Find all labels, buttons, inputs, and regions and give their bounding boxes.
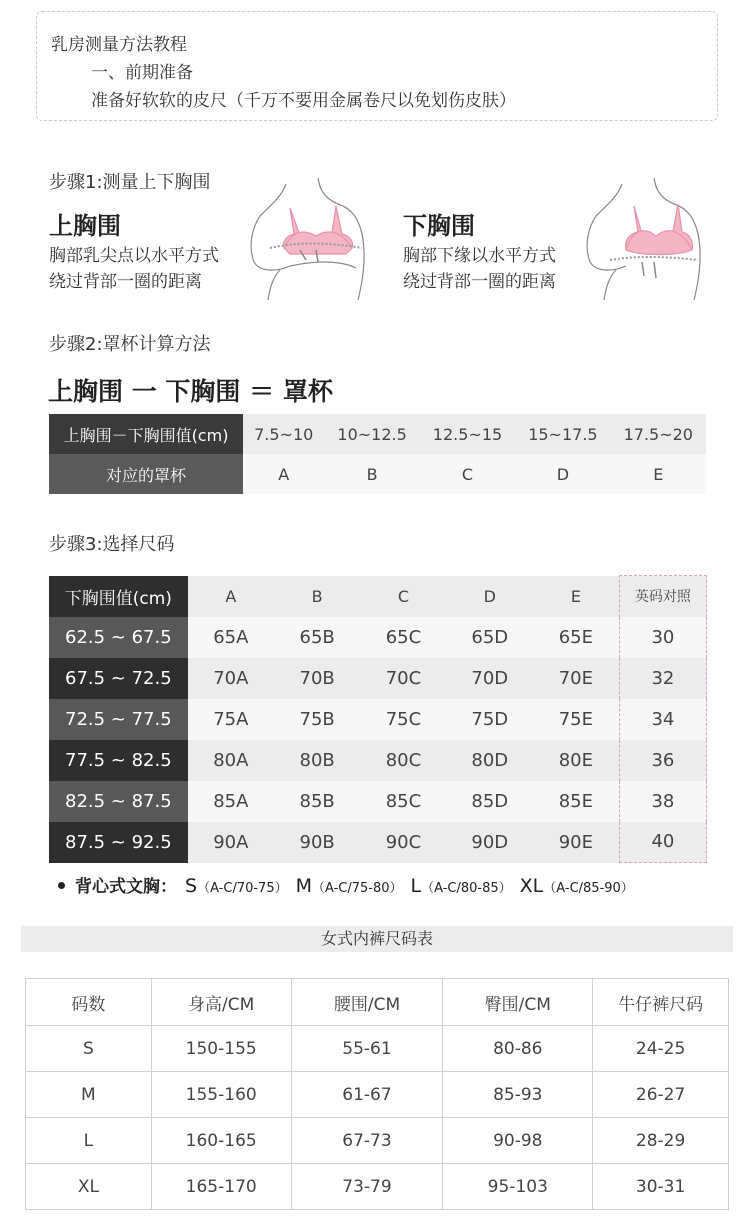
uk-size-cell: 40 — [619, 822, 706, 863]
size-cell: 75B — [274, 699, 360, 740]
panty-size-title: 女式内裤尺码表 — [21, 926, 733, 952]
lower-bust-desc-line1: 胸部下缘以水平方式 — [403, 246, 556, 266]
size-cell: 90A — [188, 822, 274, 863]
table-row — [49, 740, 707, 781]
cup-range-row — [49, 414, 706, 454]
panty-cell: 80-86 — [443, 1026, 593, 1072]
panty-size-table — [25, 978, 729, 1210]
step3-title: 步骤3:选择尺码 — [49, 534, 175, 555]
size-cell: 75A — [188, 699, 274, 740]
upper-bust-title: 上胸围 — [49, 212, 121, 240]
size-cell: 80D — [447, 740, 533, 781]
cup-col-header: C — [360, 576, 446, 617]
cup-letter-cell: C — [420, 454, 515, 494]
size-cell: 85B — [274, 781, 360, 822]
panty-cell: 26-27 — [593, 1072, 729, 1118]
panty-cell: 160-165 — [151, 1118, 291, 1164]
size-cell: 90B — [274, 822, 360, 863]
panty-cell: 28-29 — [593, 1118, 729, 1164]
upper-bust-desc-line2: 绕过背部一圈的距离 — [49, 272, 202, 292]
panty-cell: XL — [26, 1164, 152, 1210]
underbust-range: 67.5 ~ 72.5 — [49, 658, 188, 699]
panty-cell: 55-61 — [291, 1026, 443, 1072]
panty-table-header-row — [26, 979, 729, 1026]
table-row — [26, 1118, 729, 1164]
intro-title: 乳房测量方法教程 — [51, 35, 187, 55]
panty-cell: 24-25 — [593, 1026, 729, 1072]
cup-range-cell: 12.5~15 — [420, 414, 515, 454]
size-table-header-row — [49, 576, 707, 617]
table-row — [49, 658, 707, 699]
underbust-range: 72.5 ~ 77.5 — [49, 699, 188, 740]
size-cell: 85D — [447, 781, 533, 822]
cup-formula: 上胸围 一 下胸围 ＝ 罩杯 — [48, 377, 333, 406]
size-cell: 70E — [533, 658, 619, 699]
size-cell: 85A — [188, 781, 274, 822]
panty-col-header: 码数 — [26, 979, 152, 1026]
cup-letter-cell: D — [515, 454, 610, 494]
cup-range-header: 上胸围－下胸围值(cm) — [49, 414, 243, 454]
size-cell: 65A — [188, 617, 274, 658]
uk-size-header: 英码对照 — [619, 576, 706, 617]
cup-col-header: B — [274, 576, 360, 617]
panty-cell: 73-79 — [291, 1164, 443, 1210]
panty-cell: M — [26, 1072, 152, 1118]
uk-size-cell: 38 — [619, 781, 706, 822]
underbust-range: 62.5 ~ 67.5 — [49, 617, 188, 658]
panty-cell: L — [26, 1118, 152, 1164]
panty-cell: 85-93 — [443, 1072, 593, 1118]
cup-letter-cell: E — [611, 454, 706, 494]
intro-box — [36, 11, 718, 121]
size-cell: 90C — [360, 822, 446, 863]
size-cell: 75E — [533, 699, 619, 740]
vest-size: L — [410, 875, 422, 897]
cup-letter-row — [49, 454, 706, 494]
table-row — [26, 1164, 729, 1210]
size-cell: 75D — [447, 699, 533, 740]
size-cell: 85E — [533, 781, 619, 822]
size-cell: 85C — [360, 781, 446, 822]
vest-size: M — [295, 875, 312, 897]
cup-letter-cell: A — [243, 454, 324, 494]
panty-cell: S — [26, 1026, 152, 1072]
panty-col-header: 腰围/CM — [291, 979, 443, 1026]
uk-size-cell: 32 — [619, 658, 706, 699]
cup-range-cell: 15~17.5 — [515, 414, 610, 454]
panty-cell: 165-170 — [151, 1164, 291, 1210]
cup-col-header: A — [188, 576, 274, 617]
size-cell: 80A — [188, 740, 274, 781]
underbust-range: 87.5 ~ 92.5 — [49, 822, 188, 863]
table-row — [26, 1026, 729, 1072]
panty-cell: 150-155 — [151, 1026, 291, 1072]
size-cell: 65B — [274, 617, 360, 658]
size-cell: 75C — [360, 699, 446, 740]
panty-cell: 61-67 — [291, 1072, 443, 1118]
step2-title: 步骤2:罩杯计算方法 — [49, 334, 211, 355]
vest-bra-sizes — [58, 872, 642, 897]
table-row — [49, 617, 707, 658]
panty-col-header: 臀围/CM — [443, 979, 593, 1026]
vest-size: XL — [519, 875, 544, 897]
step1-title: 步骤1:测量上下胸围 — [49, 172, 211, 193]
size-cell: 80E — [533, 740, 619, 781]
bullet-dot-icon — [58, 882, 65, 889]
size-cell: 65C — [360, 617, 446, 658]
cup-col-header: D — [447, 576, 533, 617]
lower-bust-title: 下胸围 — [403, 212, 475, 240]
size-cell: 65E — [533, 617, 619, 658]
vest-size-range: （A-C/85-90） — [543, 881, 634, 896]
panty-cell: 67-73 — [291, 1118, 443, 1164]
size-cell: 70A — [188, 658, 274, 699]
cup-table — [49, 414, 706, 494]
cup-letter-cell: B — [324, 454, 419, 494]
lower-bust-desc-line2: 绕过背部一圈的距离 — [403, 272, 556, 292]
size-cell: 80B — [274, 740, 360, 781]
table-row — [26, 1072, 729, 1118]
size-cell: 70B — [274, 658, 360, 699]
cup-range-cell: 7.5~10 — [243, 414, 324, 454]
cup-range-cell: 17.5~20 — [611, 414, 706, 454]
panty-cell: 90-98 — [443, 1118, 593, 1164]
underbust-header: 下胸围值(cm) — [49, 576, 188, 617]
vest-size-range: （A-C/75-80） — [312, 881, 403, 896]
upper-bust-desc-line1: 胸部乳尖点以水平方式 — [49, 246, 219, 266]
underbust-range: 77.5 ~ 82.5 — [49, 740, 188, 781]
size-cell: 90D — [447, 822, 533, 863]
panty-cell: 30-31 — [593, 1164, 729, 1210]
vest-size-range: （A-C/80-85） — [421, 881, 512, 896]
uk-size-cell: 36 — [619, 740, 706, 781]
size-cell: 70D — [447, 658, 533, 699]
intro-sub-prep: 一、前期准备 — [91, 63, 193, 83]
lower-bust-desc — [403, 243, 603, 295]
underbust-range: 82.5 ~ 87.5 — [49, 781, 188, 822]
intro-sub-tape: 准备好软软的皮尺（千万不要用金属卷尺以免划伤皮肤） — [91, 91, 516, 111]
size-cell: 70C — [360, 658, 446, 699]
size-cell: 80C — [360, 740, 446, 781]
panty-cell: 155-160 — [151, 1072, 291, 1118]
size-cell: 65D — [447, 617, 533, 658]
vest-size-range: （A-C/70-75） — [197, 881, 288, 896]
cup-range-cell: 10~12.5 — [324, 414, 419, 454]
panty-col-header: 身高/CM — [151, 979, 291, 1026]
lower-bust-figure-icon — [582, 176, 710, 302]
upper-bust-figure-icon — [246, 176, 374, 302]
panty-col-header: 牛仔裤尺码 — [593, 979, 729, 1026]
cup-col-header: E — [533, 576, 619, 617]
table-row — [49, 781, 707, 822]
vest-size: S — [185, 875, 198, 897]
cup-letter-header: 对应的罩杯 — [49, 454, 243, 494]
table-row — [49, 699, 707, 740]
vest-bra-label: 背心式文胸： — [75, 877, 177, 897]
upper-bust-desc — [49, 243, 249, 295]
uk-size-cell: 34 — [619, 699, 706, 740]
size-table — [49, 575, 707, 863]
uk-size-cell: 30 — [619, 617, 706, 658]
size-cell: 90E — [533, 822, 619, 863]
panty-cell: 95-103 — [443, 1164, 593, 1210]
table-row — [49, 822, 707, 863]
